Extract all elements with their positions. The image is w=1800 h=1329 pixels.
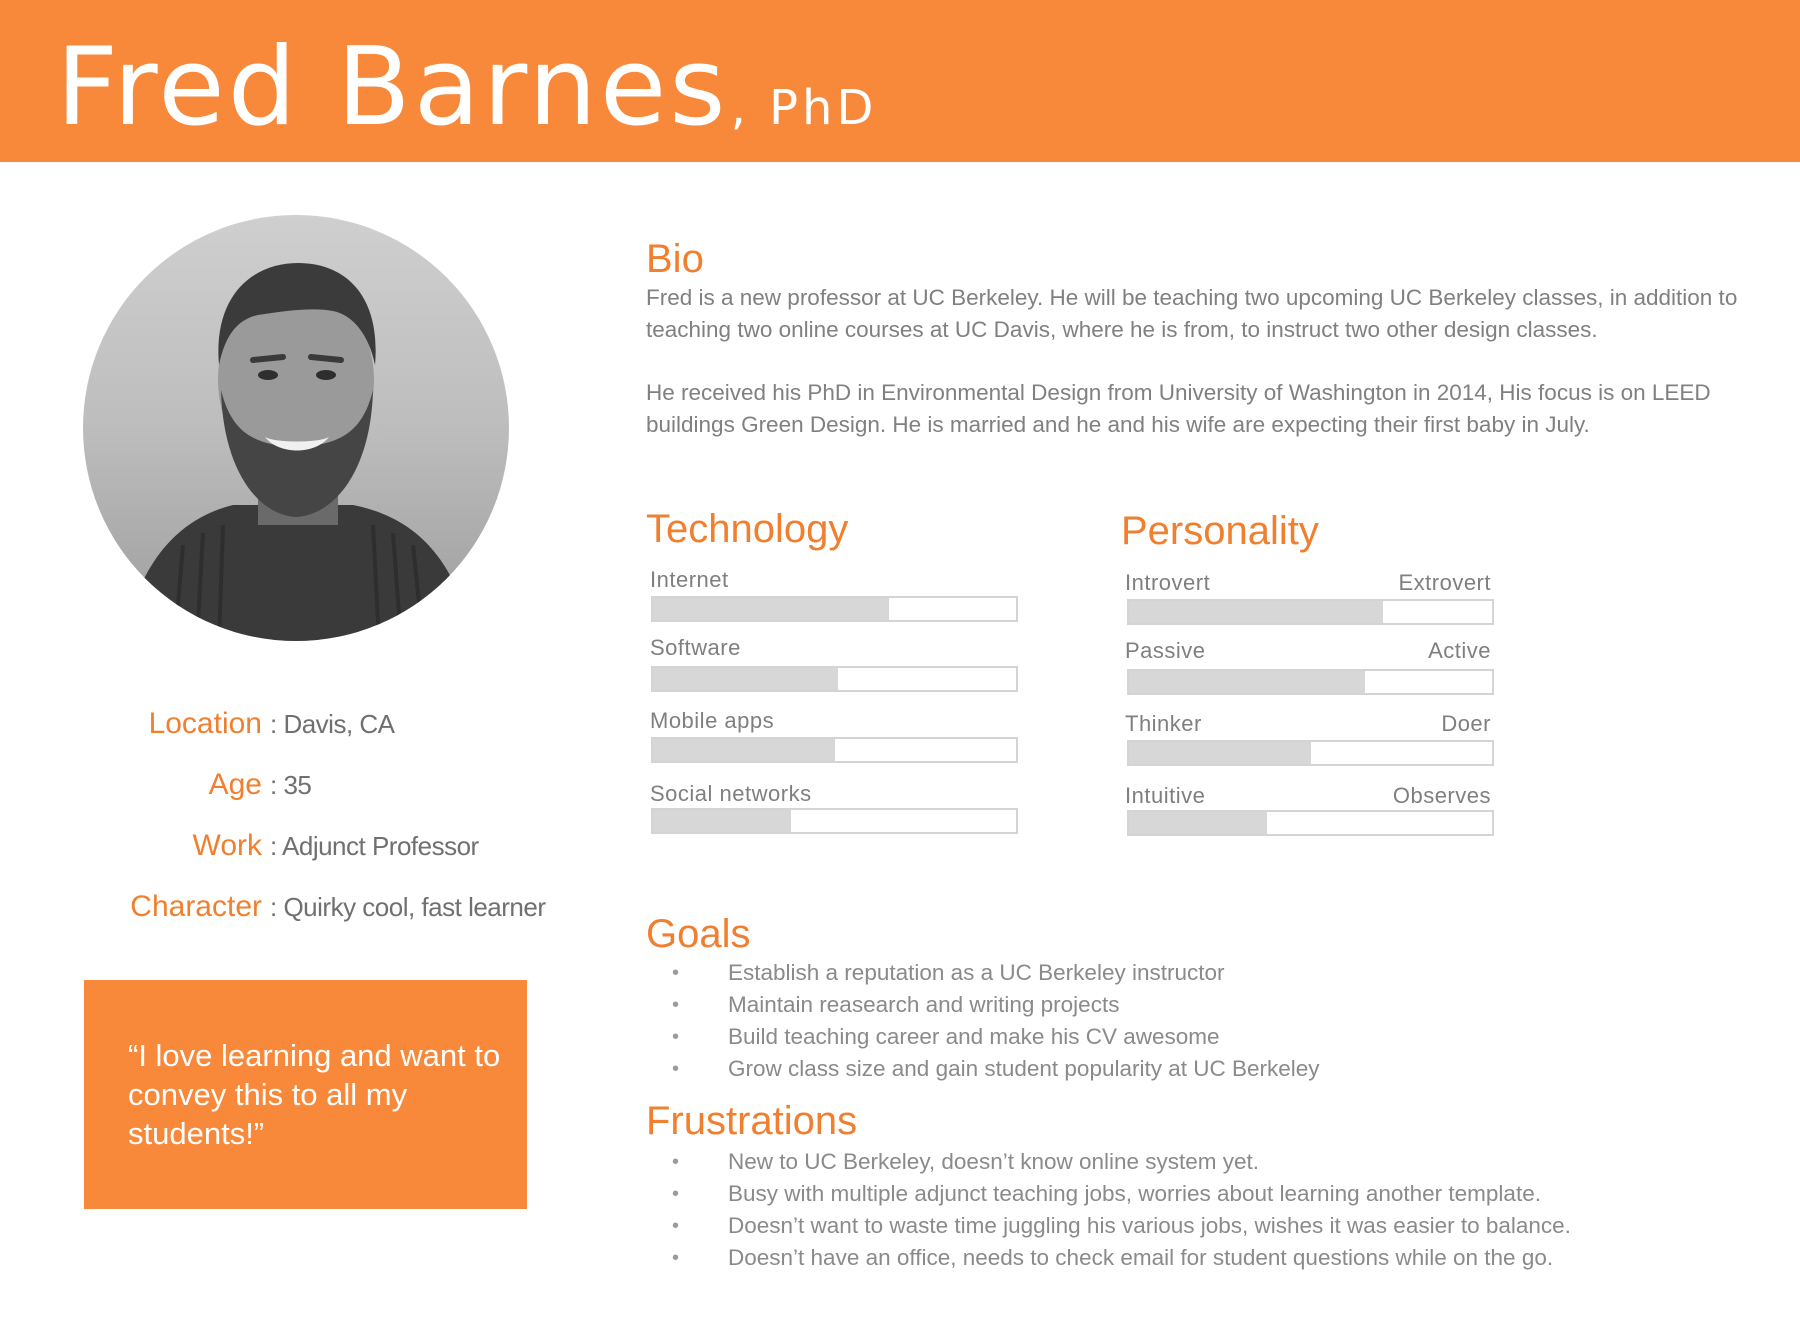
tech-label-mobile-apps: Mobile apps [650,708,775,733]
persona-name [56,24,877,172]
personality-bar-fill [1129,671,1365,693]
age-label: Age [208,768,262,801]
goal-text: Build teaching career and make his CV awesome [728,1024,1220,1049]
work-value: : Adjunct Professor [270,831,479,861]
goal-text: Grow class size and gain student popularity at UC Berkeley [728,1056,1320,1081]
personality-bar-passive-active [1127,669,1494,695]
goals-heading: Goals [646,912,751,956]
character-value: : Quirky cool, fast learner [270,892,546,922]
goals-list [646,957,1320,1085]
persona-degree: , PhD [730,80,878,136]
tech-bar-mobile-apps [651,737,1018,763]
bullet-icon: • [672,1058,680,1080]
personality-left-label: Intuitive [1125,783,1206,808]
technology-heading: Technology [646,507,849,551]
bullet-icon: • [672,1247,680,1269]
personality-bar-intuitive-observes [1127,810,1494,836]
list-item [646,1021,1320,1053]
bullet-icon: • [672,1183,680,1205]
header-banner [0,0,1800,162]
frustration-text: Doesn’t have an office, needs to check email for student questions while on the go. [728,1245,1554,1270]
location-value: : Davis, CA [270,709,395,739]
bullet-icon: • [672,1151,680,1173]
avatar-photo [83,215,509,641]
character-label: Character [130,890,262,923]
persona-name-text: Fred Barnes [56,25,729,150]
personality-left-label: Passive [1125,638,1206,663]
tech-label-internet: Internet [650,567,729,592]
frustration-text: Busy with multiple adjunct teaching jobs, worries about learning another template. [728,1181,1541,1206]
personality-bar-fill [1129,601,1383,623]
personality-right-label: Active [1428,638,1491,663]
bullet-icon: • [672,1026,680,1048]
tech-label-software: Software [650,635,741,660]
work-label: Work [192,829,262,862]
personality-right-label: Extrovert [1398,570,1491,595]
tech-bar-software [651,666,1018,692]
goal-text: Maintain reasearch and writing projects [728,992,1120,1017]
tech-bar-social-networks [651,808,1018,834]
age-value: : 35 [270,770,312,800]
tech-bar-fill [653,739,835,761]
personality-bar-fill [1129,812,1267,834]
personality-bar-fill [1129,742,1311,764]
location-label: Location [148,707,262,740]
goal-text: Establish a reputation as a UC Berkeley instructor [728,960,1225,985]
bio-paragraph-1: Fred is a new professor at UC Berkeley. He will be teaching two upcoming UC Berkeley classes, in addition to teaching two online courses at UC Davis, where he is from, to instruct two other design classes. [646,285,1738,342]
bullet-icon: • [672,1215,680,1237]
personality-right-label: Doer [1441,711,1491,736]
personality-bar-thinker-doer [1127,740,1494,766]
personality-bar-introvert-extrovert [1127,599,1494,625]
personality-heading: Personality [1121,509,1319,553]
tech-bar-internet [651,596,1018,622]
frustration-text: Doesn’t want to waste time juggling his various jobs, wishes it was easier to balance. [728,1213,1571,1238]
list-item [646,1178,1571,1210]
frustrations-list [646,1146,1571,1274]
tech-bar-fill [653,598,889,620]
frustration-text: New to UC Berkeley, doesn’t know online system yet. [728,1149,1260,1174]
frustrations-heading: Frustrations [646,1099,858,1143]
tech-bar-fill [653,668,838,690]
list-item [646,989,1320,1021]
list-item [646,957,1320,989]
personality-right-label: Observes [1392,783,1491,808]
list-item [646,1242,1571,1274]
tech-bar-fill [653,810,791,832]
portrait-photo [83,215,509,641]
quote-box [84,980,527,1209]
personality-left-label: Introvert [1125,570,1211,595]
bullet-icon: • [672,994,680,1016]
bio-heading: Bio [646,237,704,281]
tech-label-social-networks: Social networks [650,781,812,806]
bullet-icon: • [672,962,680,984]
personality-left-label: Thinker [1125,711,1202,736]
bio-paragraph-2: He received his PhD in Environmental Design from University of Washington in 2014, His focus is on LEED buildings Green Design. He is married and he and his wife are expecting their first baby in July. [646,380,1711,437]
quote-text: “I love learning and want to convey this to all my students!” [128,1038,501,1151]
list-item [646,1146,1571,1178]
list-item [646,1210,1571,1242]
list-item [646,1053,1320,1085]
